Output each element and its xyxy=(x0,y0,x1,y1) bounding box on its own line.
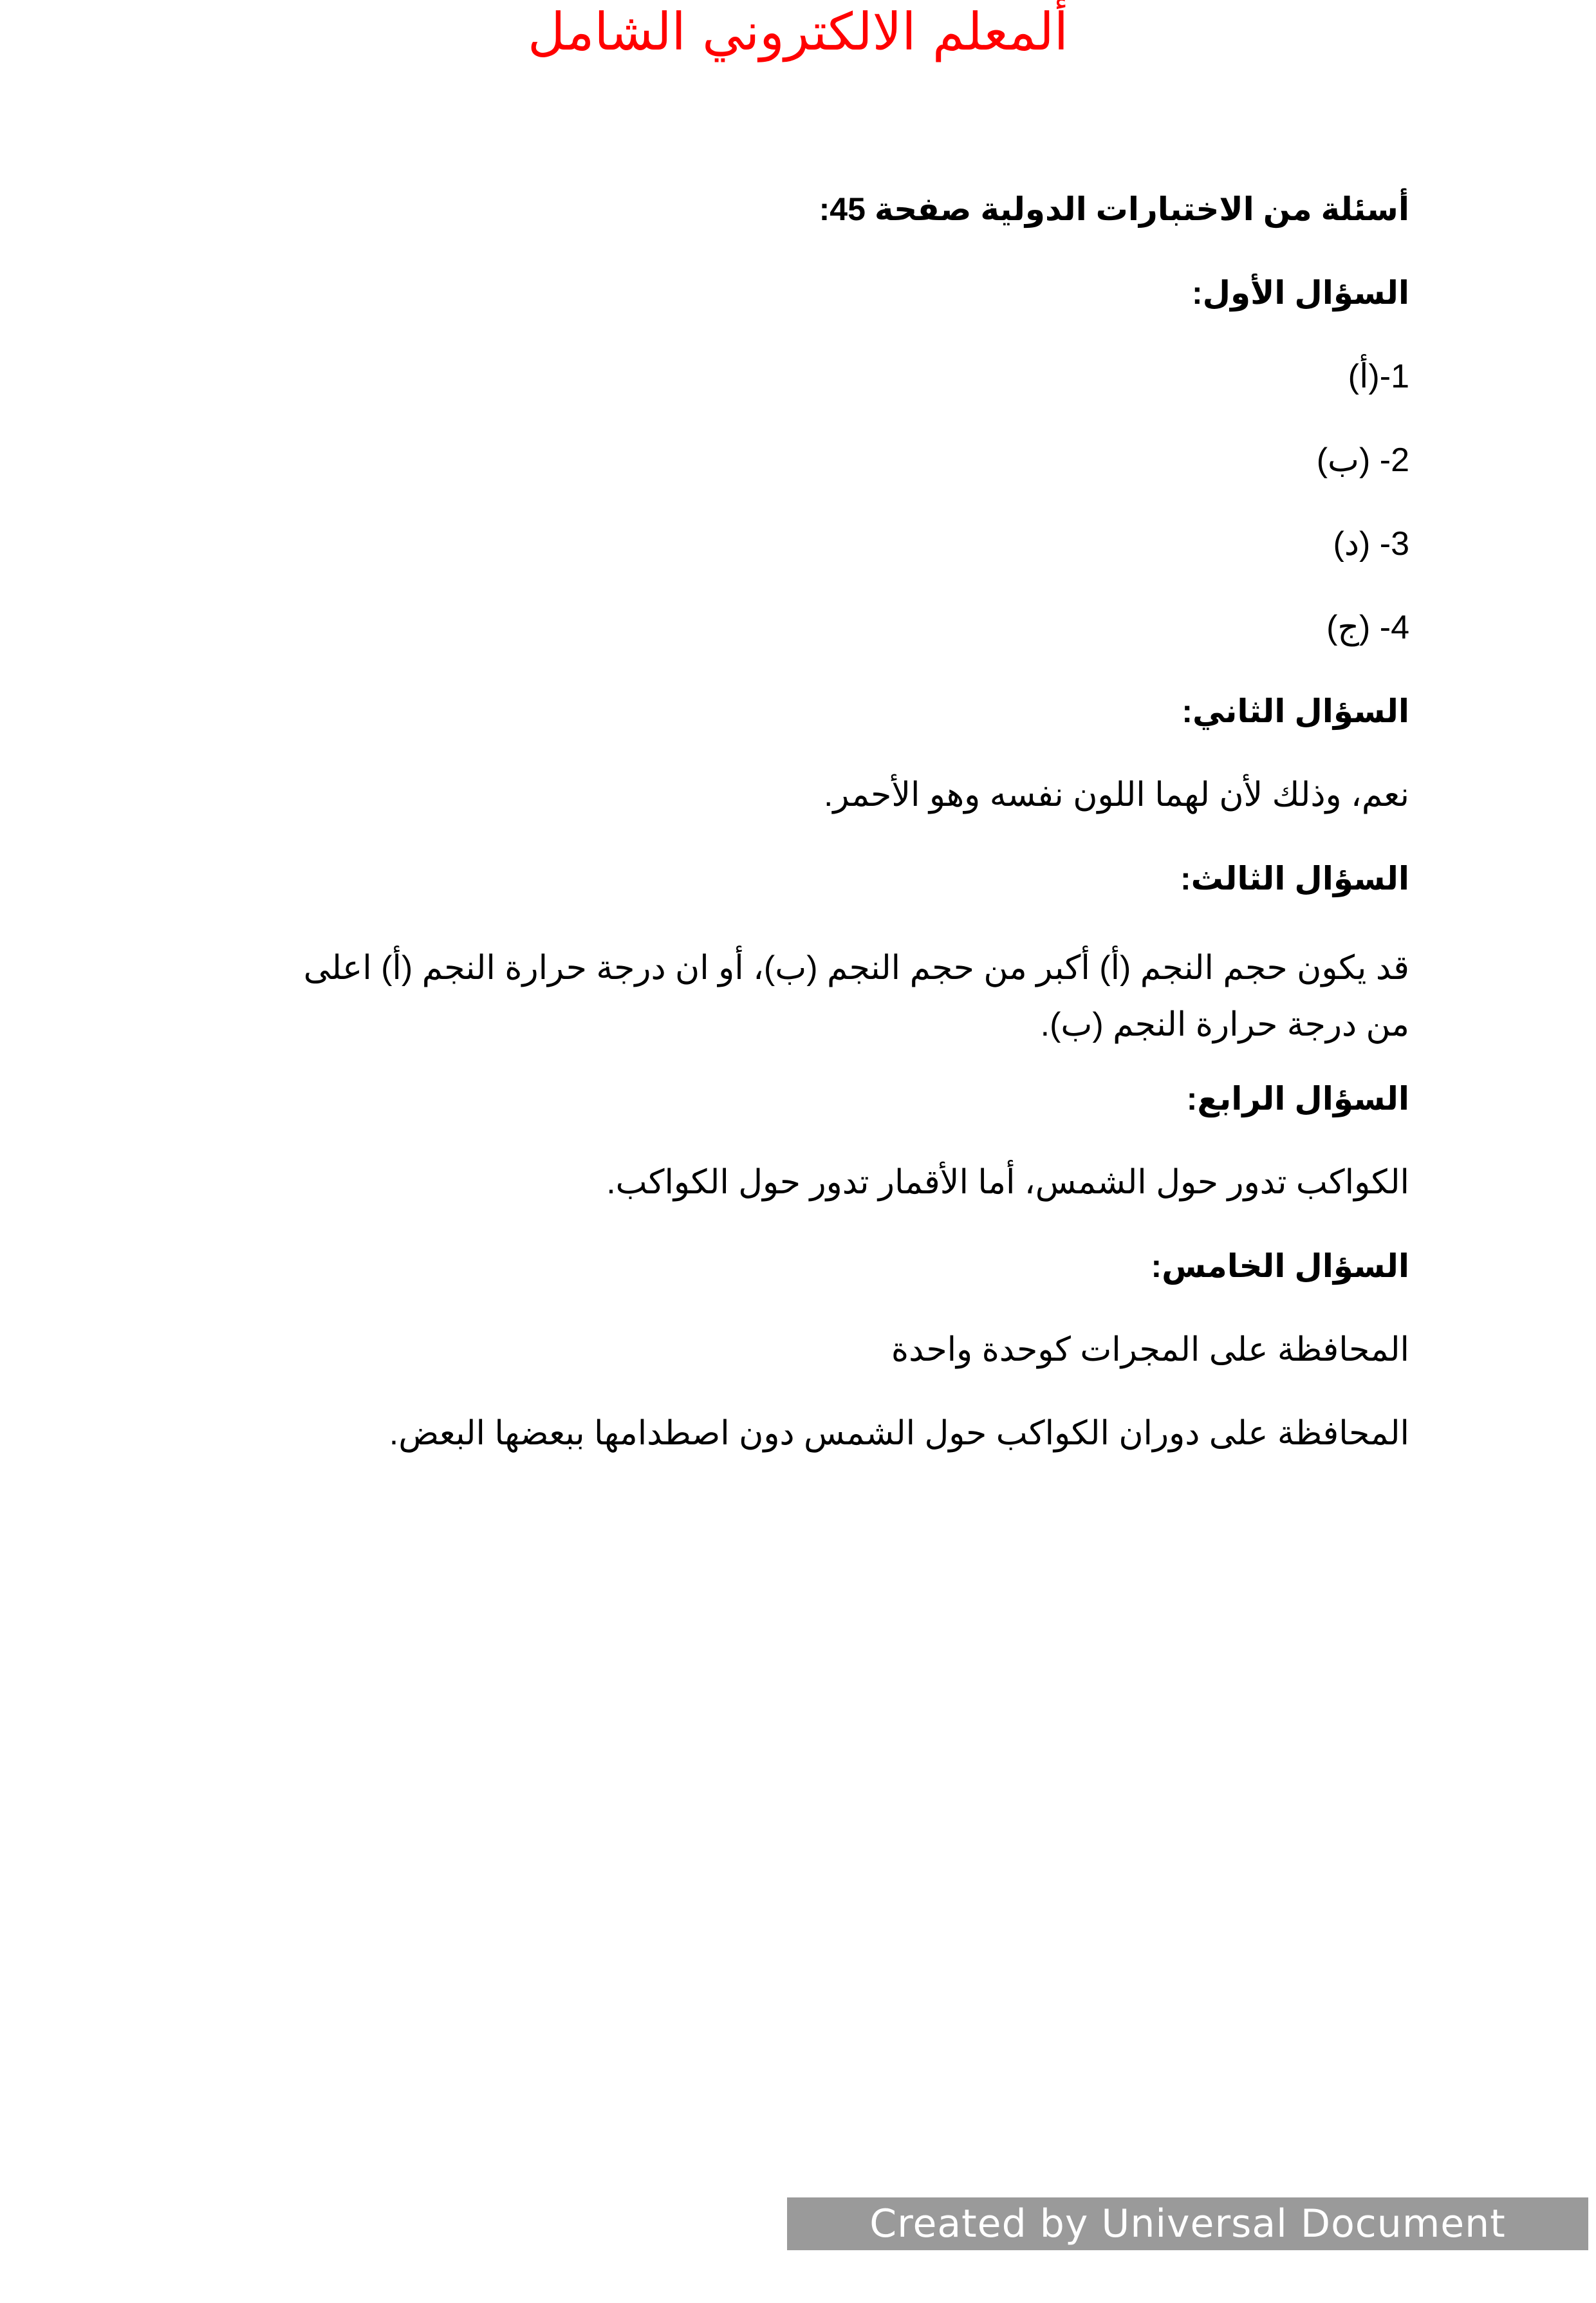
question-4-heading: السؤال الرابع: xyxy=(1186,1081,1409,1117)
question-1-answer-4: 4- (ج) xyxy=(1326,609,1409,646)
question-1-answer-3: 3- (د) xyxy=(1333,525,1409,563)
question-1-answer-1: 1-(أ) xyxy=(1348,358,1409,395)
page-title: ألمعلم الالكتروني الشامل xyxy=(527,2,1069,62)
watermark-banner: Created by Universal Document Converter xyxy=(787,2197,1588,2250)
question-3-heading: السؤال الثالث: xyxy=(1180,861,1409,897)
question-1-heading: السؤال الأول: xyxy=(1191,275,1409,311)
question-4-answer: الكواكب تدور حول الشمس، أما الأقمار تدور حول الكواكب. xyxy=(606,1164,1409,1201)
question-5-answer-2: المحافظة على دوران الكواكب حول الشمس دون اصطدامها ببعضها البعض. xyxy=(389,1415,1409,1452)
question-1-answer-2: 2- (ب) xyxy=(1316,442,1409,479)
question-2-heading: السؤال الثاني: xyxy=(1182,693,1409,729)
question-2-answer: نعم، وذلك لأن لهما اللون نفسه وهو الأحمر. xyxy=(823,776,1409,814)
document-body xyxy=(264,187,1409,1495)
question-3-answer: قد يكون حجم النجم (أ) أكبر من حجم النجم (ب)، أو ان درجة حرارة النجم (أ) اعلى من درجة حرارة النجم (ب). xyxy=(303,949,1409,1043)
question-5-answer-1: المحافظة على المجرات كوحدة واحدة xyxy=(891,1331,1409,1368)
section-title: أسئلة من الاختبارات الدولية صفحة 45: xyxy=(819,191,1409,227)
question-5-heading: السؤال الخامس: xyxy=(1151,1248,1409,1284)
